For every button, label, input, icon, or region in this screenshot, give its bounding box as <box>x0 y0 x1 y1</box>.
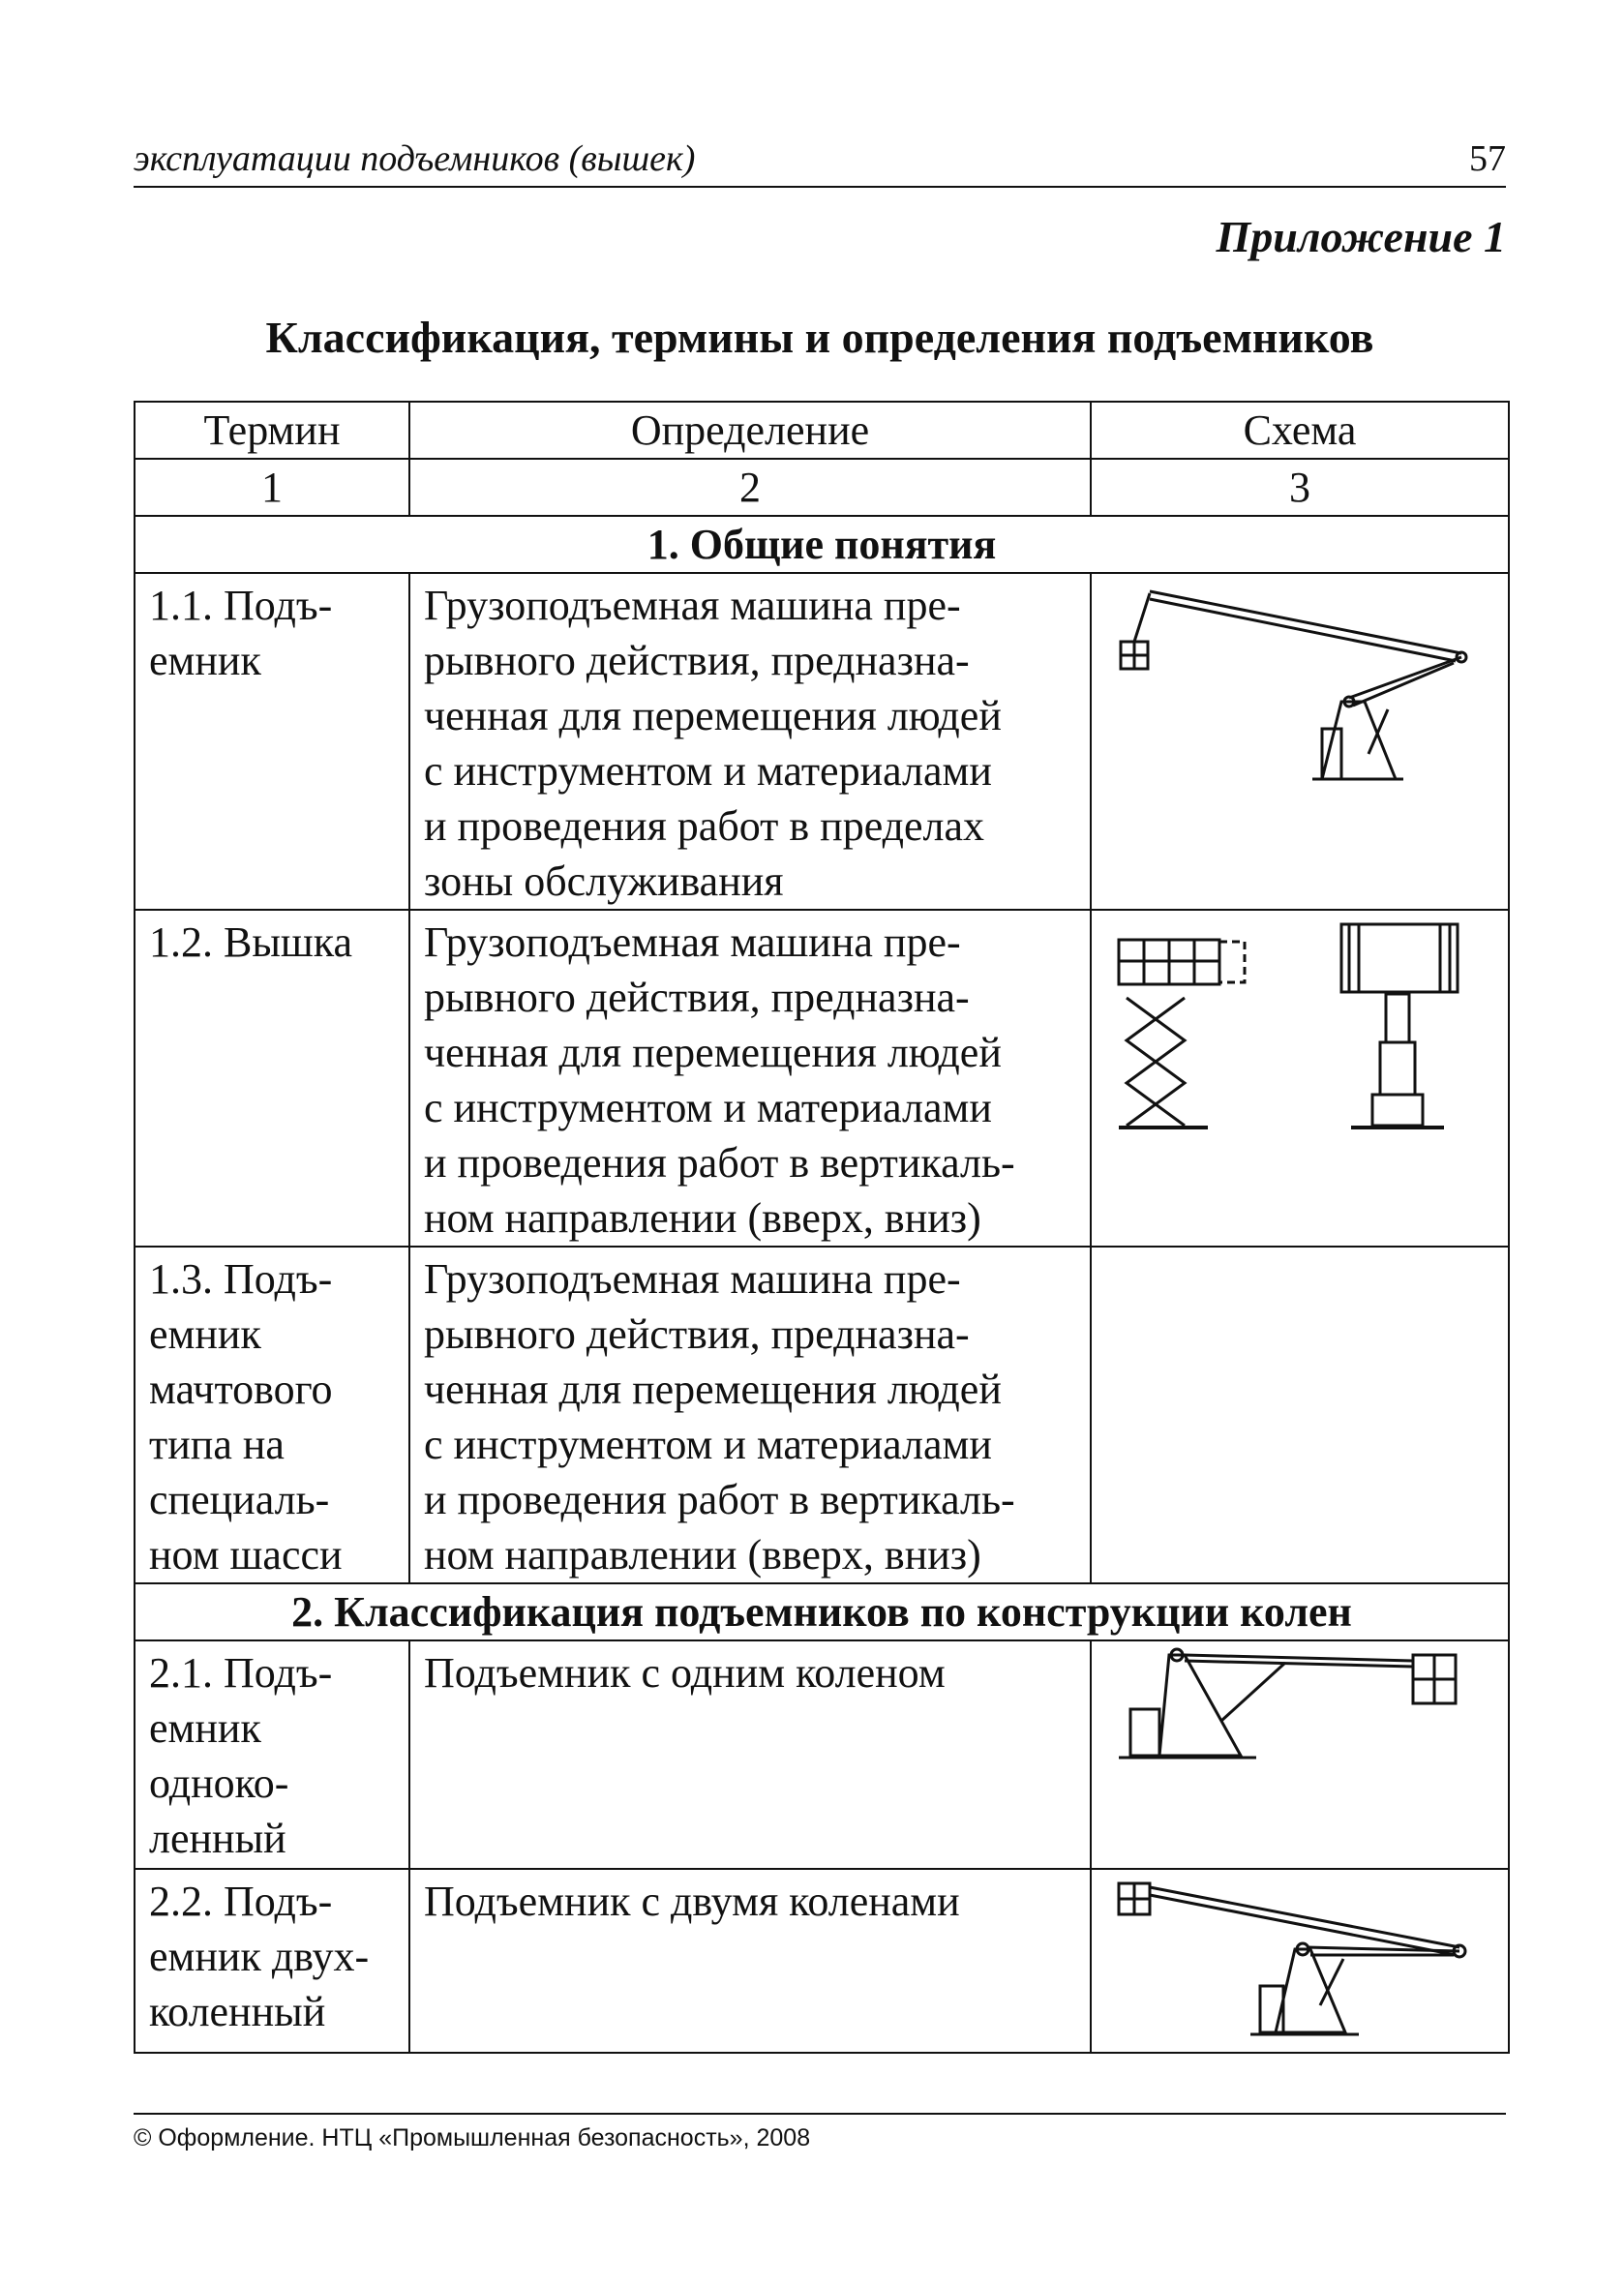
term-line: 2.1. Подъ- <box>149 1649 333 1697</box>
table-row <box>135 1869 1509 2053</box>
definition-line: рывного действия, предназна- <box>424 637 970 684</box>
term-line: типа на <box>149 1421 285 1468</box>
column-header: Схема <box>1091 402 1509 459</box>
section-heading-row <box>135 516 1509 573</box>
page-number: 57 <box>1469 138 1506 179</box>
definition-cell <box>409 1247 1091 1583</box>
definition-line: с инструментом и материалами <box>424 1421 992 1468</box>
definition-line: зоны обслуживания <box>424 857 784 905</box>
double-knee-lift-icon <box>1092 1870 1510 2044</box>
scissor-and-mast-lift-icon <box>1092 911 1510 1153</box>
column-header: Термин <box>135 402 409 459</box>
term-line: 1.3. Подъ- <box>149 1255 333 1303</box>
table-row <box>135 573 1509 910</box>
term-line: мачтового <box>149 1366 333 1413</box>
table-row <box>135 1640 1509 1869</box>
running-header <box>134 135 1506 188</box>
definition-line: Подъемник с двумя коленами <box>424 1878 960 1925</box>
definition-cell <box>409 1640 1091 1869</box>
term-cell <box>135 1640 409 1869</box>
footer-rule <box>134 2113 1506 2115</box>
scheme-cell <box>1091 1869 1509 2053</box>
column-number: 1 <box>135 459 409 516</box>
definition-line: ченная для перемещения людей <box>424 1029 1002 1076</box>
term-cell <box>135 1869 409 2053</box>
definition-line: с инструментом и материалами <box>424 1084 992 1131</box>
term-line: емник двух- <box>149 1933 370 1980</box>
definition-line: и проведения работ в вертикаль- <box>424 1476 1015 1523</box>
definition-line: рывного действия, предназна- <box>424 974 970 1021</box>
term-line: 1.1. Подъ- <box>149 582 333 629</box>
definition-line: Подъемник с одним коленом <box>424 1649 946 1697</box>
term-line: емник <box>149 1704 261 1752</box>
column-header: Определение <box>409 402 1091 459</box>
term-line: емник <box>149 637 261 684</box>
term-line: 1.2. Вышка <box>149 918 353 966</box>
term-line: ном шасси <box>149 1531 343 1579</box>
term-cell <box>135 1247 409 1583</box>
column-number-row <box>135 459 1509 516</box>
definition-line: с инструментом и материалами <box>424 747 992 795</box>
definition-line: и проведения работ в пределах <box>424 802 985 850</box>
column-number: 3 <box>1091 459 1509 516</box>
footer-copyright: © Оформление. НТЦ «Промышленная безопасность», 2008 <box>134 2124 811 2151</box>
page-title: Классификация, термины и определения подъемников <box>265 313 1374 362</box>
definition-line: и проведения работ в вертикаль- <box>424 1139 1015 1187</box>
term-cell <box>135 573 409 910</box>
term-line: коленный <box>149 1988 326 2035</box>
section-heading: 1. Общие понятия <box>135 516 1509 573</box>
scheme-cell <box>1091 910 1509 1247</box>
definition-cell <box>409 910 1091 1247</box>
table-row <box>135 910 1509 1247</box>
definition-line: ченная для перемещения людей <box>424 1366 1002 1413</box>
term-line: емник <box>149 1310 261 1358</box>
definition-line: Грузоподъемная машина пре- <box>424 918 961 966</box>
running-title: эксплуатации подъемников (вышек) <box>134 138 696 179</box>
definition-cell <box>409 573 1091 910</box>
definition-cell <box>409 1869 1091 2053</box>
scheme-cell <box>1091 573 1509 910</box>
definition-line: ном направлении (вверх, вниз) <box>424 1531 981 1579</box>
classification-table <box>134 401 1510 2054</box>
definition-line: Грузоподъемная машина пре- <box>424 1255 961 1303</box>
table-header-row <box>135 402 1509 459</box>
term-line: специаль- <box>149 1476 330 1523</box>
definition-line: рывного действия, предназна- <box>424 1310 970 1358</box>
table-row <box>135 1247 1509 1583</box>
term-line: 2.2. Подъ- <box>149 1878 333 1925</box>
term-line: ленный <box>149 1815 286 1862</box>
definition-line: ченная для перемещения людей <box>424 692 1002 739</box>
scheme-cell <box>1091 1640 1509 1869</box>
appendix-label: Приложение 1 <box>1216 212 1506 261</box>
definition-line: Грузоподъемная машина пре- <box>424 582 961 629</box>
scheme-cell-empty <box>1091 1247 1509 1583</box>
boom-lift-icon <box>1092 574 1510 797</box>
term-cell <box>135 910 409 1247</box>
section-heading: 2. Классификация подъемников по конструкции колен <box>135 1583 1509 1640</box>
term-line: одноко- <box>149 1760 289 1807</box>
single-knee-lift-icon <box>1092 1641 1510 1777</box>
column-number: 2 <box>409 459 1091 516</box>
section-heading-row <box>135 1583 1509 1640</box>
definition-line: ном направлении (вверх, вниз) <box>424 1194 981 1242</box>
